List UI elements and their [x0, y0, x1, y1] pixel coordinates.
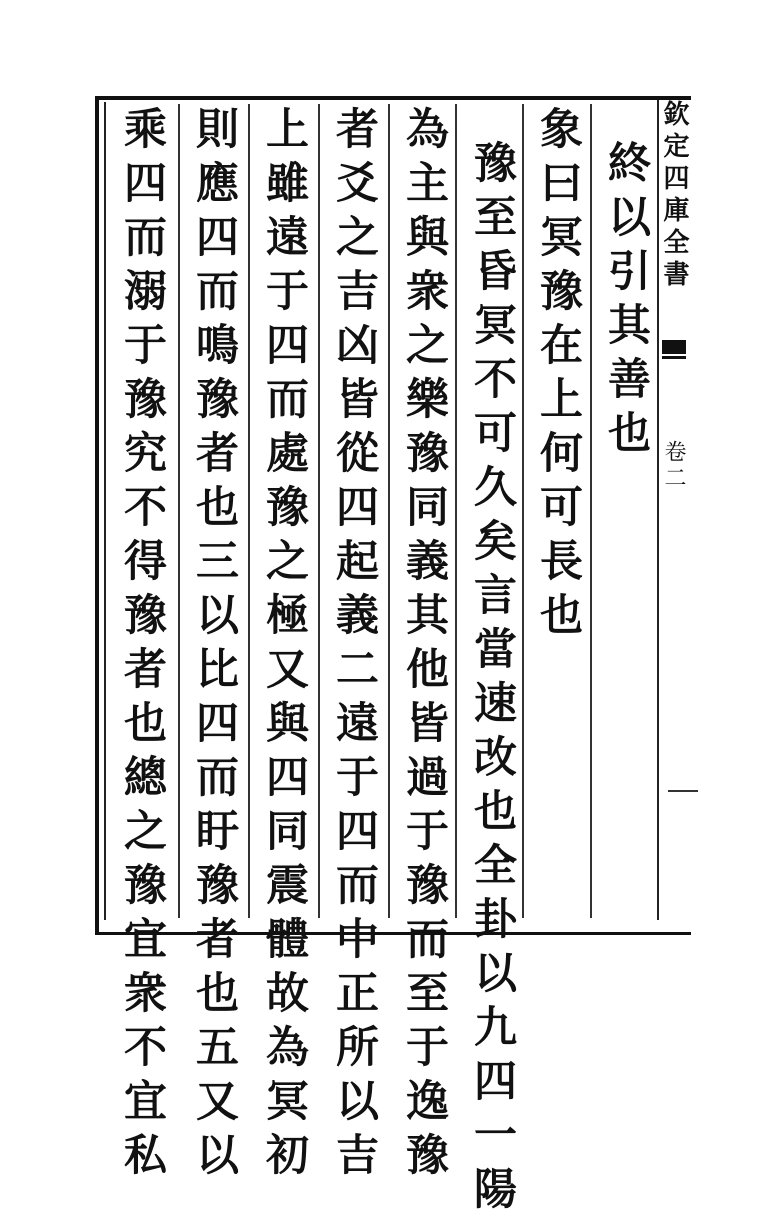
text-column-8: 乘四而溺于豫究不得豫者也總之豫宜衆不宜私 — [117, 106, 167, 1186]
column-rule — [248, 104, 250, 918]
column-rule — [455, 104, 457, 918]
inner-border-line — [104, 102, 106, 920]
book-title: 欽定四庫全書 — [659, 100, 689, 292]
column-rule — [590, 104, 592, 918]
text-column-1: 終以引其善也 — [601, 140, 651, 464]
text-column-3: 豫至昏冥不可久矣言當速改也全卦以九四一陽 — [467, 140, 517, 1220]
fishtail-line — [662, 356, 686, 359]
text-column-7: 則應四而鳴豫者也三以比四而盱豫者也五又以 — [189, 106, 239, 1186]
fishtail-mark — [662, 340, 686, 354]
column-rule — [522, 104, 524, 918]
column-rule — [318, 104, 320, 918]
text-column-5: 者爻之吉凶皆從四起義二遠于四而中正所以吉 — [329, 106, 379, 1186]
column-rule — [388, 104, 390, 918]
text-column-4: 為主與衆之樂豫同義其他皆過于豫而至于逸豫 — [399, 106, 449, 1186]
text-column-6: 上雖遠于四而處豫之極又與四同震體故為冥初 — [259, 106, 309, 1186]
volume-label: 卷二 — [661, 440, 686, 492]
text-column-2: 象曰冥豫在上何可長也 — [533, 106, 583, 646]
column-rule — [178, 104, 180, 918]
margin-tick — [668, 790, 698, 792]
